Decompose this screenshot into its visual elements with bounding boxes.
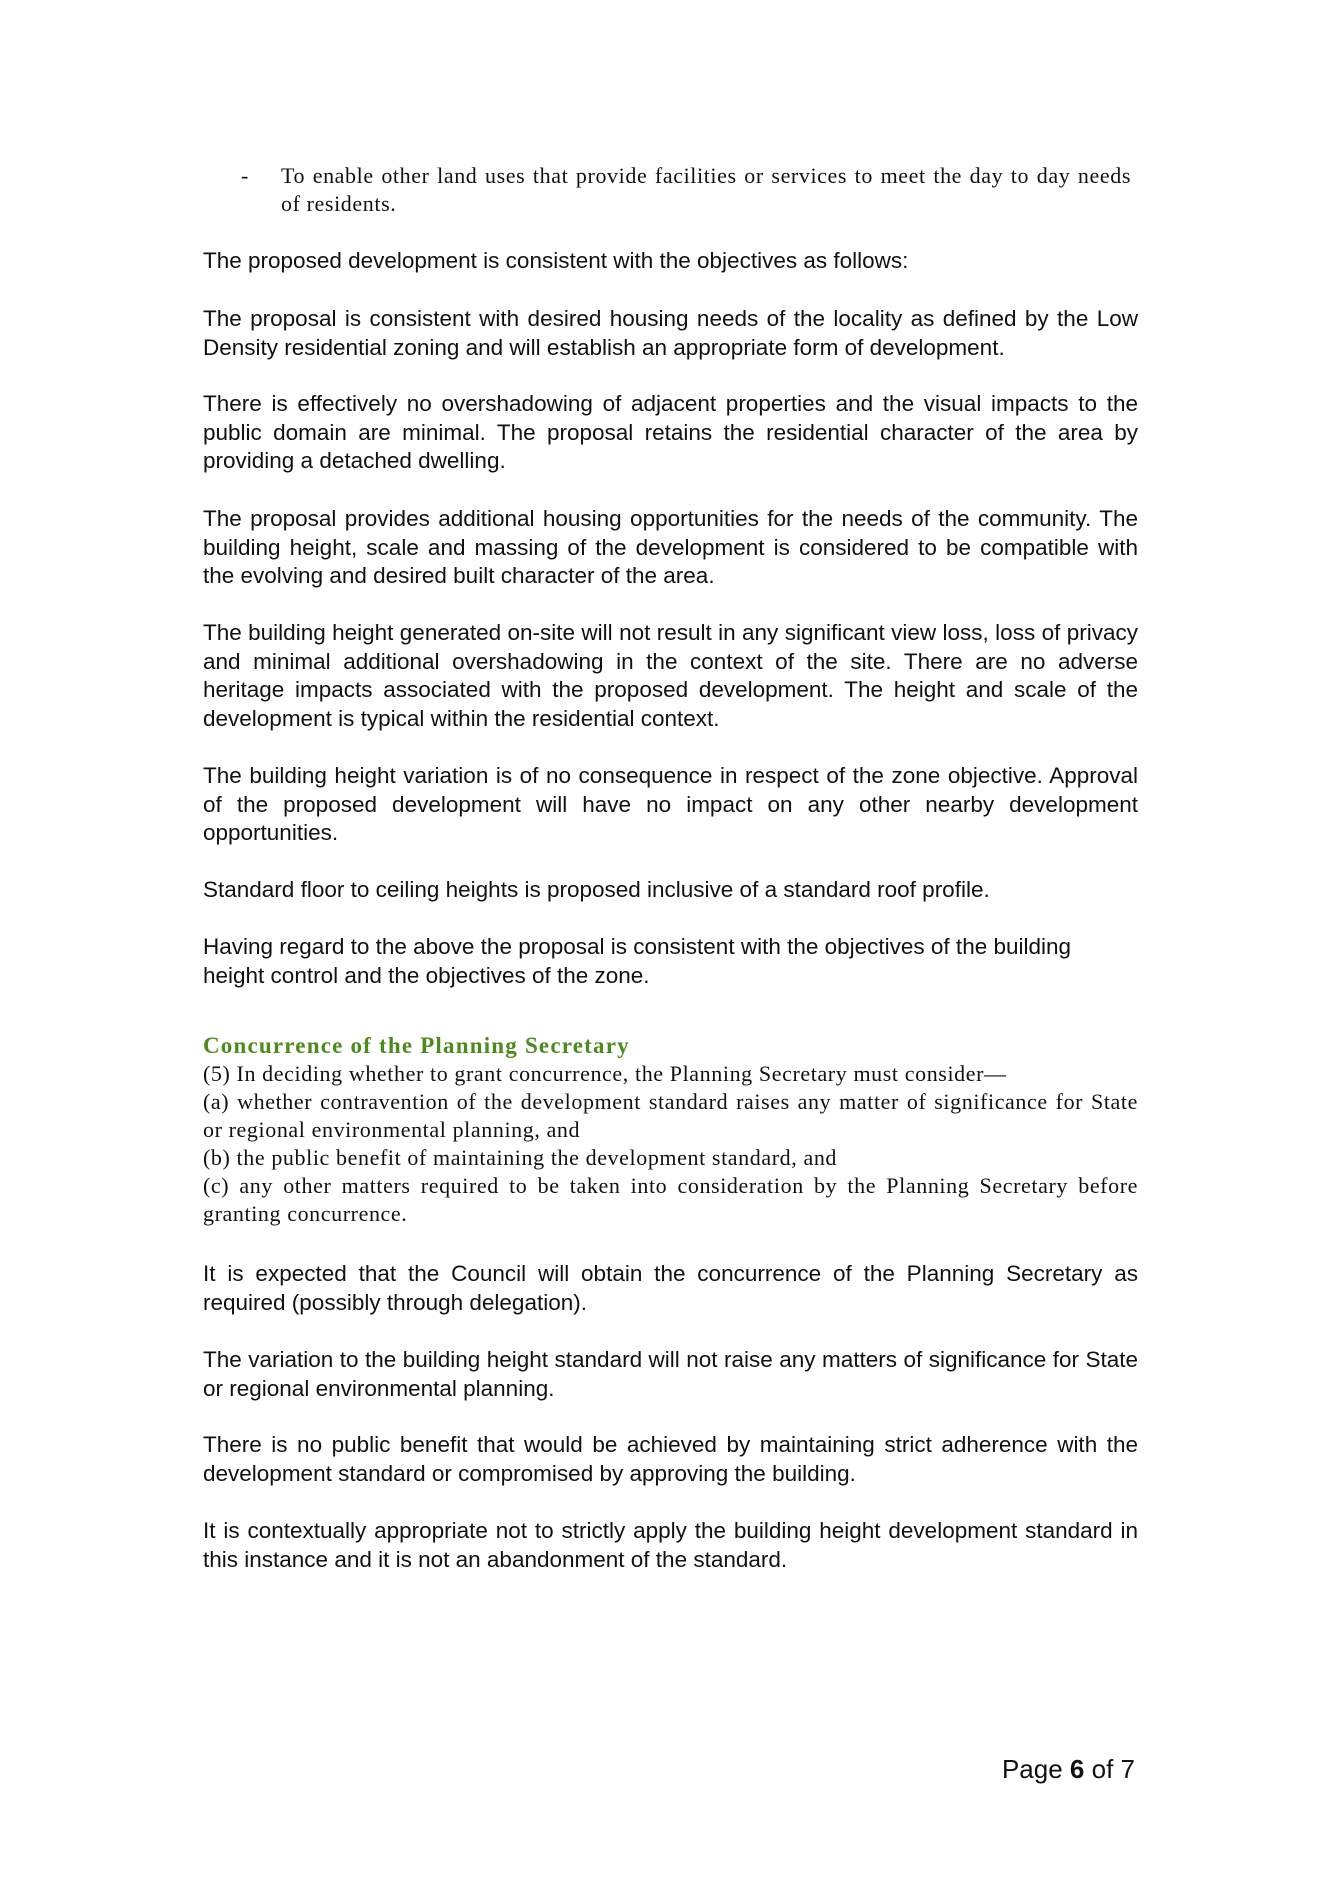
paragraph-housing-needs: The proposal is consistent with desired housing needs of the locality as defined by the Low Density residential zoning and will establish an appropriate form of development. (203, 306, 1138, 360)
page-total: 7 (1120, 1754, 1135, 1784)
paragraph-height-variation: The building height variation is of no consequence in respect of the zone objective. Approval of the proposed development will have no impact on any other nearby development opportunities. (203, 763, 1138, 845)
paragraph-view-loss: The building height generated on-site will not result in any significant view loss, loss of privacy and minimal additional overshadowing in the context of the site. There are no adverse heritage impacts associated with the proposed development. The height and scale of the development is typical within the residential context. (203, 620, 1138, 731)
clause-intro: (5) In deciding whether to grant concurrence, the Planning Secretary must consider— (203, 1061, 1007, 1086)
paragraph-contextual-appropriateness: It is contextually appropriate not to strictly apply the building height development standard in this instance and it is not an abandonment of the standard. (203, 1518, 1138, 1572)
paragraph-state-significance: The variation to the building height standard will not raise any matters of significance for State or regional environmental planning. (203, 1347, 1138, 1401)
clause-item-a: (a) whether contravention of the development standard raises any matter of significance for State or regional environmental planning, and (203, 1089, 1138, 1142)
paragraph-housing-opportunities: The proposal provides additional housing opportunities for the needs of the community. The building height, scale and massing of the development is considered to be compatible with the evolving and desired built character of the area. (203, 506, 1138, 588)
paragraph-conclusion: Having regard to the above the proposal is consistent with the objectives of the building height control and the objectives of the zone. (203, 934, 1072, 988)
section-heading-concurrence: Concurrence of the Planning Secretary (203, 1033, 630, 1058)
bullet-item (241, 162, 1131, 218)
bullet-text: To enable other land uses that provide facilities or services to meet the day to day needs of residents. (281, 163, 1131, 216)
page-current: 6 (1069, 1754, 1085, 1784)
paragraph-council-concurrence: It is expected that the Council will obtain the concurrence of the Planning Secretary as required (possibly through delegation). (203, 1261, 1138, 1315)
paragraph-intro: The proposed development is consistent with the objectives as follows: (203, 248, 909, 273)
clause-item-b: (b) the public benefit of maintaining the development standard, and (203, 1145, 838, 1170)
page-number (1002, 1753, 1135, 1785)
bullet-dash: - (241, 163, 249, 188)
clause-item-c: (c) any other matters required to be taken into consideration by the Planning Secretary before granting concurrence. (203, 1173, 1138, 1226)
page-separator: of (1091, 1754, 1114, 1784)
concurrence-clause (203, 1060, 1138, 1228)
paragraph-public-benefit: There is no public benefit that would be achieved by maintaining strict adherence with the development standard or compromised by approving the building. (203, 1432, 1138, 1486)
page-prefix: Page (1001, 1754, 1063, 1784)
paragraph-overshadowing: There is effectively no overshadowing of adjacent properties and the visual impacts to the public domain are minimal. The proposal retains the residential character of the area by providing a detached dwelling. (203, 391, 1138, 473)
paragraph-ceiling-heights: Standard floor to ceiling heights is proposed inclusive of a standard roof profile. (203, 877, 990, 902)
